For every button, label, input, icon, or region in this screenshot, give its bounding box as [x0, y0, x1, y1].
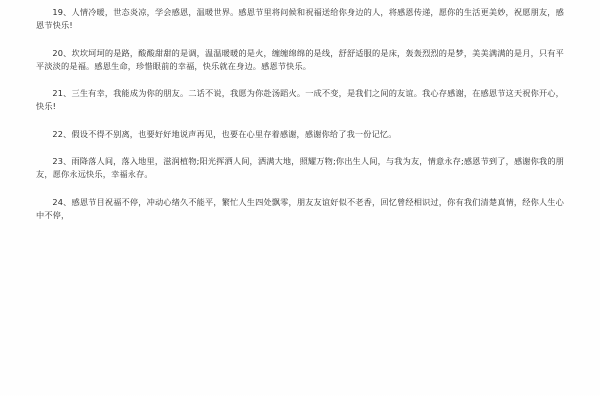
paragraph-24: 24、感恩节目祝福不停，冲动心绪久不能平，繁忙人生四处飘零，朋友友谊好似不老香，回忆曾经相识过，你有我们清楚真情，经你人生心中不停， [36, 196, 564, 220]
page-bottom-fade [0, 390, 600, 400]
paragraph-21: 21、三生有幸，我能成为你的朋友。二话不说，我愿为你赴汤蹈火。一成不变，是我们之间的友谊。我心存感谢，在感恩节这天祝你开心，快乐! [36, 88, 564, 112]
paragraph-23: 23、雨降落人间，落入地里，滋润植物;阳光挥洒人间，洒满大地，照耀万物;你出生人间，与我为友，情意永存;感恩节到了，感谢你我的朋友，愿你永远快乐，幸福永存。 [36, 155, 564, 180]
paragraph-22: 22、假设不得不别离，也要好好地说声再见，也要在心里存着感谢，感谢你给了我一份记忆。 [52, 128, 397, 139]
paragraph-20: 20、坎坎坷坷的是路，酸酸甜甜的是调，温温暖暖的是火，缠缠绵绵的是线，舒舒适服的是床，轰轰烈烈的是梦，美美满满的是月，只有平平淡淡的是福。感恩生命，珍惜眼前的幸福，快乐就在身边。感恩节快乐。 [36, 47, 564, 71]
paragraph-19: 19、人情冷暖，世态炎凉，学会感恩，温暖世界。感恩节里将问候和祝福送给你身边的人，将感恩传递，愿你的生活更美妙，祝愿朋友，感恩节快乐! [36, 7, 564, 31]
